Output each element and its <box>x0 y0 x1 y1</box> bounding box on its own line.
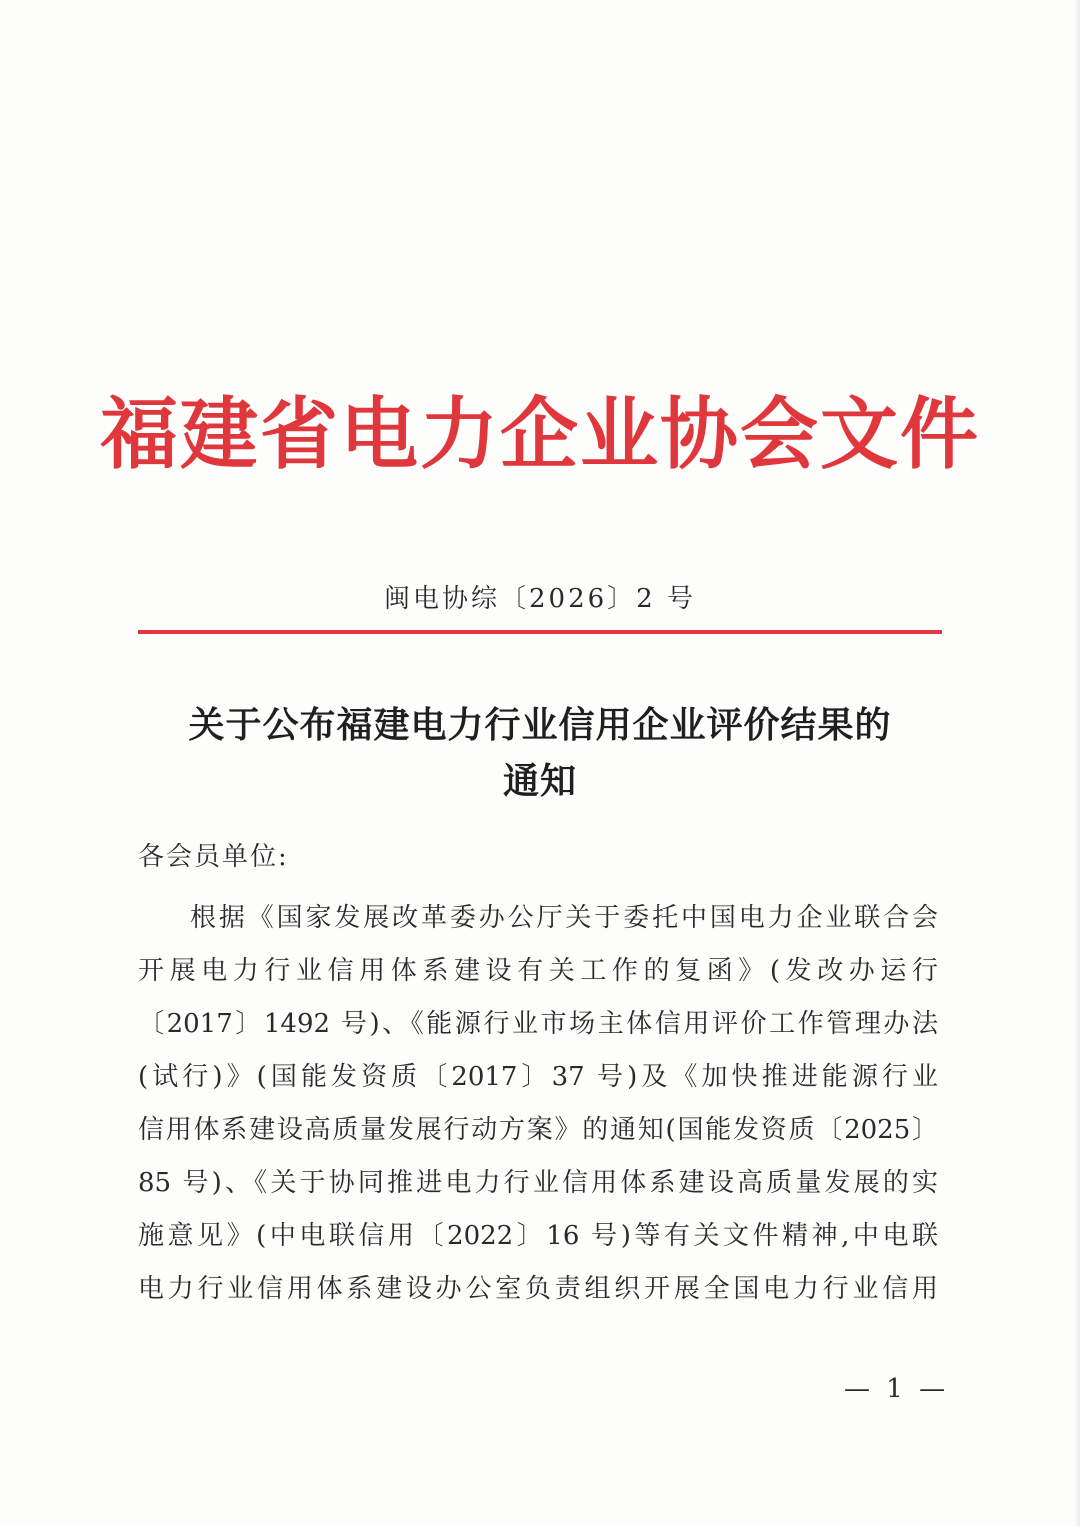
body-line: 开展电力行业信用体系建设有关工作的复函》(发改办运行 <box>138 956 938 986</box>
document-header-title: 福建省电力企业协会文件 <box>99 389 980 480</box>
red-divider-rule <box>138 630 942 634</box>
notice-title-line-2: 通知 <box>502 760 577 802</box>
body-line: 根据《国家发展改革委办公厅关于委托中国电力企业联合会 <box>190 903 938 933</box>
scan-edge-shadow <box>1074 0 1080 1526</box>
body-paragraph <box>138 892 938 1316</box>
body-line: 〔2017〕1492 号)、《能源行业市场主体信用评价工作管理办法 <box>138 1009 938 1039</box>
body-line: (试行)》(国能发资质〔2017〕37 号)及《加快推进能源行业 <box>138 1062 938 1092</box>
document-number: 闽电协综〔2026〕2 号 <box>384 584 696 614</box>
body-line: 85 号)、《关于协同推进电力行业信用体系建设高质量发展的实 <box>138 1168 938 1198</box>
notice-title <box>0 697 1080 809</box>
page-number: — 1 — <box>844 1374 950 1404</box>
body-line: 施意见》(中电联信用〔2022〕16 号)等有关文件精神,中电联 <box>138 1221 938 1251</box>
notice-title-line-1: 关于公布福建电力行业信用企业评价结果的 <box>188 704 892 746</box>
body-line: 电力行业信用体系建设办公室负责组织开展全国电力行业信用 <box>138 1274 938 1304</box>
salutation: 各会员单位: <box>138 842 289 872</box>
body-line: 信用体系建设高质量发展行动方案》的通知(国能发资质〔2025〕 <box>138 1115 938 1145</box>
